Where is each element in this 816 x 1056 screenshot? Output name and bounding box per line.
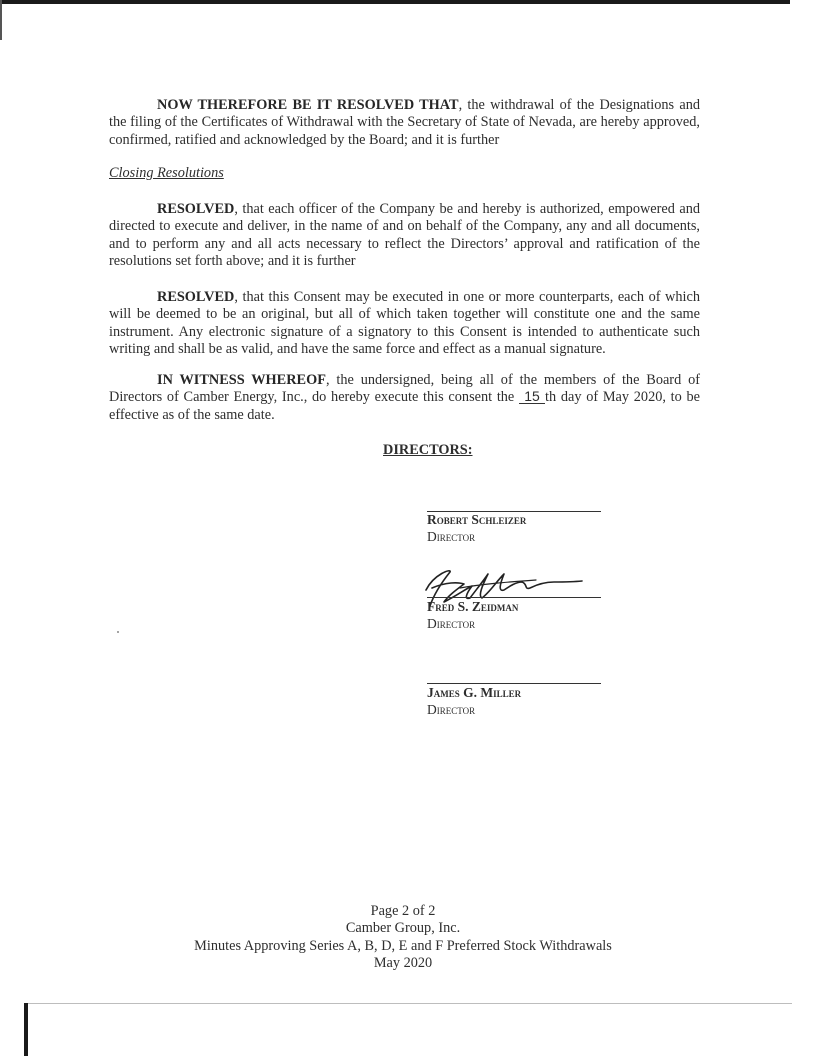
- resolution-lead: RESOLVED: [157, 289, 235, 305]
- resolution-text: , that this Consent may be executed in one or more counterparts, each of which will be deemed to be an original, but all of which taken together will constitute one and the same instrument. Any electronic signature of a signatory to this Consent is intended to authenticate such writing and shall be as valid, and have the same force and effect as a manual signature.: [109, 289, 700, 358]
- signature-line-2: [427, 597, 601, 598]
- signatory-title: Director: [427, 529, 476, 544]
- scan-edge-left-bottom: [24, 1003, 28, 1056]
- resolution-text: , that each officer of the Company be and hereby is authorized, empowered and directed to execute and deliver, in the name of and on behalf of the Company, any and all documents, and to perform any and all acts necessary to reflect the Directors’ approval and ratification of the resolutions set forth above; and it is further: [109, 201, 700, 270]
- signature-line-3: [427, 683, 601, 684]
- footer-company: Camber Group, Inc.: [345, 920, 461, 936]
- signatory-title: Director: [427, 702, 476, 717]
- signatory-name: James G. Miller: [427, 685, 522, 700]
- scan-edge-top: [0, 0, 790, 4]
- resolution-paragraph-withdrawal: [109, 97, 700, 149]
- footer-subject: Minutes Approving Series A, B, D, E and F Preferred Stock Withdrawals: [194, 938, 612, 954]
- resolution-lead: RESOLVED: [157, 201, 235, 217]
- witness-text-before: , the undersigned, being all of the members of the Board of Directors of Camber Energy, Inc., do hereby execute this consent the: [109, 372, 700, 406]
- scan-edge-bottom: [26, 1003, 792, 1004]
- footer-page-number: Page 2 of 2: [370, 903, 436, 919]
- section-heading-closing-resolutions: Closing Resolutions: [109, 165, 224, 181]
- consent-day-field: 15: [519, 389, 545, 404]
- resolution-text: , the withdrawal of the Designations and the filing of the Certificates of Withdrawal with the Secretary of State of Nevada, are hereby approved, confirmed, ratified and acknowledged by the Board; and it is further: [109, 97, 700, 148]
- footer-date: May 2020: [373, 955, 433, 971]
- resolution-paragraph-authorization: [109, 201, 700, 271]
- scan-speck: [117, 631, 119, 633]
- resolution-lead: NOW THEREFORE BE IT RESOLVED THAT: [157, 97, 459, 113]
- witness-paragraph: [109, 372, 700, 424]
- resolution-paragraph-counterparts: [109, 289, 700, 359]
- directors-heading: DIRECTORS:: [383, 442, 473, 458]
- signatory-title: Director: [427, 616, 476, 631]
- witness-lead: IN WITNESS WHEREOF: [157, 372, 326, 388]
- signatory-name: Robert Schleizer: [427, 512, 527, 527]
- witness-text-after: th day of May 2020, to be effective as of the same date.: [109, 389, 700, 423]
- scan-edge-left: [0, 0, 2, 40]
- signatory-name: Fred S. Zeidman: [427, 599, 519, 614]
